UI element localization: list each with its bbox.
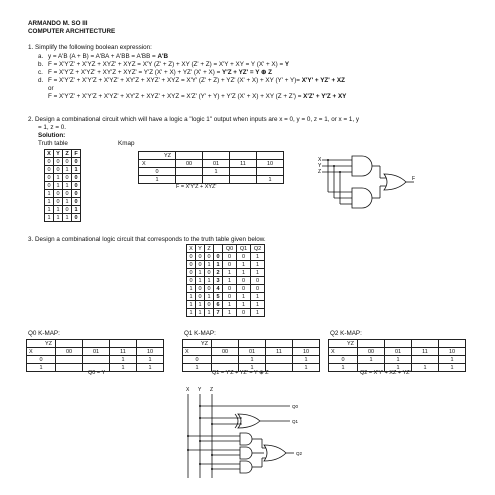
kmap-col-header: 01: [203, 160, 230, 168]
q1-items: [38, 53, 346, 101]
q3-truth-table: [186, 244, 265, 317]
circuit-q0-label: Q0: [292, 404, 299, 409]
cell: 0: [72, 190, 81, 198]
q2-kmap-result: Q2 = X'Y' + XZ + YZ': [360, 370, 411, 376]
q1-item-b: b. F = X'Y'Z' + X'YZ + XYZ' + XYZ = X'Y (Z' + Z) + XY (Z' + Z) = X'Y + XY = Y (X' + X) = Y: [38, 61, 290, 68]
cell: 1: [63, 166, 72, 174]
truth-table-label: Truth table: [38, 140, 68, 147]
cell: 0: [63, 174, 72, 182]
header-cell: Q0: [223, 245, 237, 253]
header-cell: X: [187, 245, 196, 253]
q1-item-d-alt: F = X'Y'Z' + X'Y'Z + X'YZ' + XY'Z + XYZ' + XYZ = X'Z' (Y' + Y) + Y'Z (X' + X) + XY (Z + Z') = X'Z' + Y'Z + XY: [48, 93, 347, 100]
author-name: ARMANDO M. SO III: [28, 20, 88, 27]
table-row: 1 0 1 5 0 1 1: [187, 293, 265, 301]
cell: 0: [54, 158, 63, 166]
kmap-col-header: 00: [176, 160, 203, 168]
q1-item-a: a. y = A'B (A + B) = A'BA + A'BB = A'BB = A'B: [38, 53, 169, 60]
q0-kmap: YZ X 00 01 11 10 0 1 1 1 1 1: [26, 339, 164, 372]
q1-kmap-title: Q1 K-MAP:: [184, 330, 216, 337]
q2-truth-table: [44, 149, 81, 222]
kmap-row: 0 1 1: [183, 356, 320, 364]
table-row: [45, 158, 81, 166]
q1-item-or: or: [48, 85, 54, 92]
kmap-row: 0 1 1 1: [329, 356, 466, 364]
circuit-z-label: Z: [210, 387, 214, 393]
cell: 0: [72, 158, 81, 166]
cell: 1: [72, 206, 81, 214]
cell: 0: [63, 158, 72, 166]
cell: 0: [45, 174, 54, 182]
table-row: [45, 198, 81, 206]
q2-title-cont: = 1, z = 0.: [38, 124, 67, 131]
circuit-z-label: Z: [318, 169, 322, 175]
header-cell: Q1: [237, 245, 251, 253]
header-cell: Q2: [251, 245, 265, 253]
cell: 1: [54, 214, 63, 222]
table-row: [45, 166, 81, 174]
circuit-q1-label: Q1: [292, 419, 299, 424]
table-row: [45, 174, 81, 182]
kmap-col-header: 10: [257, 160, 284, 168]
cell: 0: [72, 198, 81, 206]
table-row: 0 1 0 2 1 1 1: [187, 269, 265, 277]
cell: 0: [45, 182, 54, 190]
table-row: 0 0 1 1 0 1 1: [187, 261, 265, 269]
cell: 1: [63, 214, 72, 222]
cell: 0: [54, 190, 63, 198]
kmap-row: 1 1 1: [183, 364, 320, 372]
header-cell: Y: [196, 245, 205, 253]
circuit-x-label: X: [186, 387, 190, 393]
table-row: 0 1 1 3 1 0 0: [187, 277, 265, 285]
q1-title: 1. Simplify the following boolean expression:: [28, 44, 152, 51]
kmap-row: 1 1 1: [27, 364, 164, 372]
cell: 1: [72, 166, 81, 174]
cell: 1: [54, 182, 63, 190]
q2-kmap-result: F = X'Y'Z + XYZ': [176, 184, 217, 190]
cell: 0: [45, 158, 54, 166]
cell: 1: [45, 206, 54, 214]
kmap-yz-label: YZ: [139, 152, 176, 160]
circuit-f-label: F: [412, 176, 416, 182]
table-row: [45, 182, 81, 190]
table-row: [45, 214, 81, 222]
cell: 1: [63, 182, 72, 190]
cell: 0: [63, 190, 72, 198]
q2-kmap-title: Q2 K-MAP:: [330, 330, 362, 337]
cell: 0: [72, 182, 81, 190]
table-row: [45, 206, 81, 214]
q3-logic-circuit: [180, 384, 320, 482]
table-header-row: [45, 150, 81, 158]
header-cell: Y: [54, 150, 63, 158]
q2-logic-circuit: [318, 148, 418, 210]
kmap-x-label: X: [139, 160, 176, 168]
q2-title: 2. Design a combinational circuit which will have a logic a "logic 1" output when inputs are x = 0, y = 0, z = 1, or x = 1, y: [28, 116, 360, 123]
q2-kmap: [138, 151, 284, 184]
cell: 0: [54, 198, 63, 206]
table-header-row: [187, 245, 265, 253]
circuit-y-label: Y: [198, 387, 202, 393]
circuit-x-label: X: [318, 157, 322, 163]
cell: 1: [54, 174, 63, 182]
kmap-col-header: 11: [230, 160, 257, 168]
kmap-row: 0 1 1: [27, 356, 164, 364]
cell: 1: [45, 198, 54, 206]
header-cell: Z: [63, 150, 72, 158]
q0-kmap-result: Q0 = Y: [88, 370, 106, 376]
solution-label: Solution:: [38, 132, 66, 139]
table-row: 1 1 1 7 1 0 1: [187, 309, 265, 317]
cell: 0: [72, 174, 81, 182]
circuit-y-label: Y: [318, 163, 322, 169]
table-row: 1 1 0 6 1 1 1: [187, 301, 265, 309]
table-row: 1 0 0 4 0 0 0: [187, 285, 265, 293]
q1-item-d: d. F = X'Y'Z' + X'Y'Z + X'YZ' + XY'Z + XYZ' + XYZ = X'Y' (Z' + Z) + YZ' (X' + X) + XY (Y' + Y)= X'Y' + YZ' + XZ: [38, 77, 345, 84]
kmap-label: Kmap: [118, 140, 135, 147]
circuit-q2-label: Q2: [296, 451, 303, 456]
cell: 1: [54, 206, 63, 214]
table-row: 0 0 0 0 0 0 1: [187, 253, 265, 261]
table-row: [45, 190, 81, 198]
header-cell: Z: [205, 245, 214, 253]
header-cell: X: [45, 150, 54, 158]
kmap-row: 1 1: [139, 176, 284, 184]
cell: 0: [45, 166, 54, 174]
header-cell: [214, 245, 223, 253]
cell: 0: [54, 166, 63, 174]
q0-kmap-title: Q0 K-MAP:: [28, 330, 60, 337]
q3-title: 3. Design a combinational logic circuit that corresponds to the truth table given below.: [28, 236, 266, 243]
kmap-row: 1 1 1 1: [329, 364, 466, 372]
header-cell: F: [72, 150, 81, 158]
cell: 1: [45, 190, 54, 198]
q2-kmap-q3: YZ X 00 01 11 10 0 1 1 1 1 1 1 1: [328, 339, 466, 372]
q1-kmap-result: Q1 = Y'Z + YZ' = Y ⊕ Z: [212, 370, 269, 376]
q1-item-c: c. F = X'Y'Z + X'YZ' + XY'Z + XYZ' = Y'Z (X' + X) + YZ' (X' + X) = Y'Z + YZ' = Y ⊕ Z: [38, 69, 272, 76]
q1-kmap: YZ X 00 01 11 10 0 1 1 1 1 1: [182, 339, 320, 372]
cell: 0: [72, 214, 81, 222]
cell: 0: [63, 206, 72, 214]
cell: 1: [45, 214, 54, 222]
course-title: COMPUTER ARCHITECTURE: [28, 28, 116, 35]
kmap-row: 0 1: [139, 168, 284, 176]
cell: 1: [63, 198, 72, 206]
